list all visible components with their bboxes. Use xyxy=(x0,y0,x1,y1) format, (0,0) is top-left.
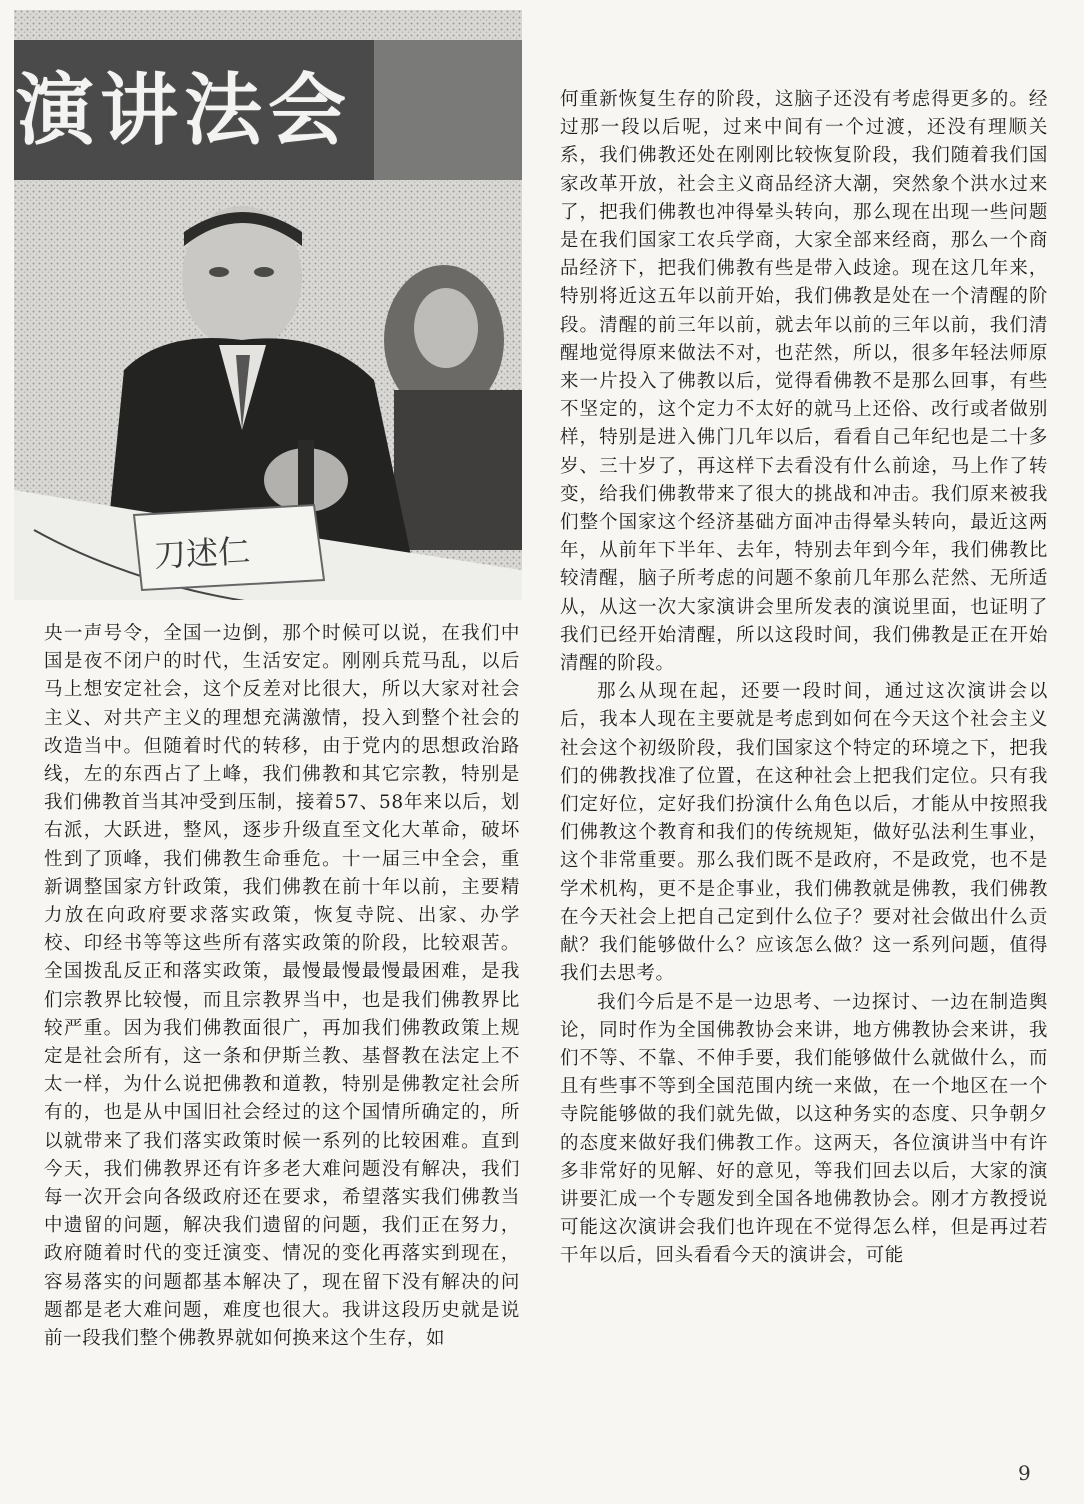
paragraph: 央一声号令，全国一边倒，那个时候可以说，在我们中国是夜不闭户的时代，生活安定。刚刚兵荒马乱，以后马上想安定社会，这个反差对比很大，所以大家对社会主义、对共产主义的理想充满激情，投入到整个社会的改造当中。但随着时代的转移，由于党内的思想政治路线，左的东西占了上峰，我们佛教和其它宗教，特别是我们佛教首当其冲受到压制，接着57、58年来以后，划右派，大跃进，整风，逐步升级直至文化大革命，破坏性到了顶峰，我们佛教生命垂危。十一届三中全会，重新调整国家方针政策，我们佛教在前十年以前，主要精力放在向政府要求落实政策，恢复寺院、出家、办学校、印经书等等这些所有落实政策的阶段，比较艰苦。全国拨乱反正和落实政策，最慢最慢最慢最困难，是我们宗教界比较慢，而且宗教界当中，也是我们佛教界比较严重。因为我们佛教面很广，再加我们佛教政策上规定是社会所有，这一条和伊斯兰教、基督教在法定上不太一样，为什么说把佛教和道教，特别是佛教定社会所有的，也是从中国旧社会经过的这个国情所确定的，所以就带来了我们落实政策时候一系列的比较困难。直到今天，我们佛教界还有许多老大难问题没有解决，我们每一次开会向各级政府还在要求，希望落实我们佛教当中遗留的问题，解决我们遗留的问题，我们正在努力，政府随着时代的变迁演变、情况的变化再落实到现在，容易落实的问题都基本解决了，现在留下没有解决的问题都是老大难问题，难度也很大。我讲这段历史就是说前一段我们整个佛教界就如何换来这个生存，如 xyxy=(44,623,520,1350)
left-text-column xyxy=(44,620,520,1450)
nameplate-text: 刀述仁 xyxy=(153,531,251,575)
paragraph: 何重新恢复生存的阶段，这脑子还没有考虑得更多的。经过那一段以后呢，过来中间有一个过渡，还没有理顺关系，我们佛教还处在刚刚比较恢复阶段，我们随着我们国家改革开放，社会主义商品经济大潮，突然象个洪水过来了，把我们佛教也冲得晕头转向，那么现在出现一些问题是在我们国家工农兵学商，大家全部来经商，那么一个商品经济下，把我们佛教有些是带入歧途。现在这几年来，特别将近这五年以前开始，我们佛教是处在一个清醒的阶段。清醒的前三年以前，就去年以前的三年以前，我们清醒地觉得原来做法不对，也茫然，所以，很多年轻法师原来一片投入了佛教以后，觉得看佛教不是那么回事，有些不坚定的，这个定力不太好的就马上还俗、改行或者做别样，特别是进入佛门几年以后，看看自己年纪也是二十多岁、三十岁了，再这样下去看没有什么前途，马上作了转变，给我们佛教带来了很大的挑战和冲击。我们原来被我们整个国家这个经济基础方面冲击得晕头转向，最近这两年，从前年下半年、去年，特别去年到今年，我们佛教比较清醒，脑子所考虑的问题不象前几年那么茫然、无所适从，从这一次大家演讲会里所发表的演说里面，也证明了我们已经开始清醒，所以这段时间，我们佛教是正在开始清醒的阶段。 xyxy=(560,89,1048,675)
right-text-column xyxy=(560,86,1048,1451)
speaker-photo xyxy=(14,10,522,600)
page-number: 9 xyxy=(1018,1461,1031,1485)
paragraph: 那么从现在起，还要一段时间，通过这次演讲会以后，我本人现在主要就是考虑到如何在今天这个社会主义社会这个初级阶段，我们国家这个特定的环境之下，把我们的佛教找准了位置，在这种社会上把我们定位。只有我们定好位，定好我们扮演什么角色以后，才能从中按照我们佛教这个教育和我们的传统规矩，做好弘法利生事业，这个非常重要。那么我们既不是政府，不是政党，也不是学术机构，更不是企事业，我们佛教就是佛教，我们佛教在今天社会上把自己定到什么位子？要对社会做出什么贡献？我们能够做什么？应该怎么做？这一系列问题，值得我们去思考。 xyxy=(560,681,1048,985)
banner-text: 演讲法会 xyxy=(16,66,353,156)
paragraph: 我们今后是不是一边思考、一边探讨、一边在制造舆论，同时作为全国佛教协会来讲，地方佛教协会来讲，我们不等、不靠、不伸手要，我们能够做什么就做什么，而且有些事不等到全国范围内统一来做，在一个地区在一个寺院能够做的我们就先做，以这种务实的态度、只争朝夕的态度来做好我们佛教工作。这两天，各位演讲当中有许多非常好的见解、好的意见，等我们回去以后，大家的演讲要汇成一个专题发到全国各地佛教协会。刚才方教授说可能这次演讲会我们也许现在不觉得怎么样，但是再过若干年以后，回头看看今天的演讲会，可能 xyxy=(560,991,1048,1267)
